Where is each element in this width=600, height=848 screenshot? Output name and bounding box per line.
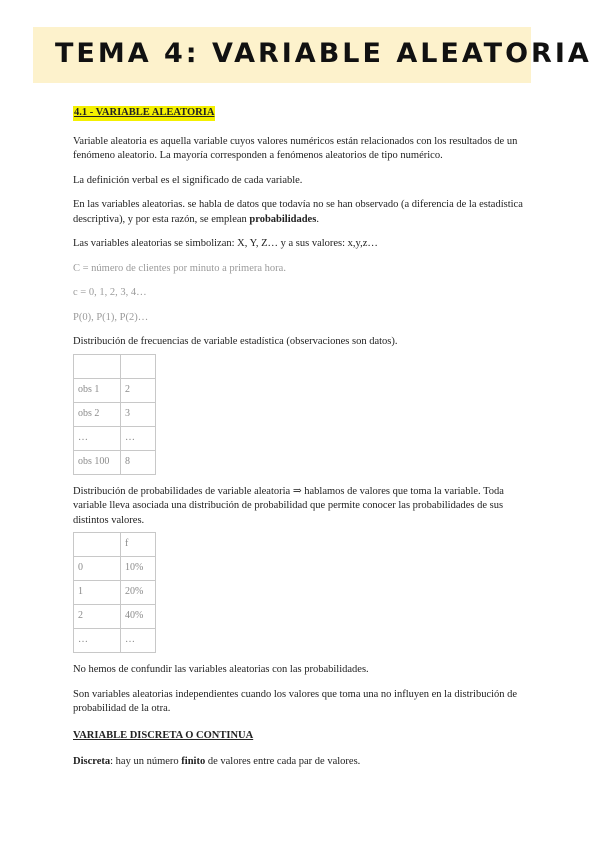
- table-cell: 1: [74, 581, 121, 605]
- table-cell: obs 1: [74, 378, 121, 402]
- table-cell: obs 100: [74, 450, 121, 474]
- example-line: P(0), P(1), P(2)…: [73, 311, 149, 323]
- table2-intro: Distribución de probabilidades de variable aleatoria ⇒ hablamos de valores que toma la variable. Toda variable lleva asociada una distribución de probabilidad que permite conocer las probabilidades de sus distintos valores.: [73, 485, 504, 526]
- note-confusion: No hemos de confundir las variables aleatorias con las probabilidades.: [73, 664, 369, 675]
- table-row: [74, 378, 156, 402]
- paragraph-text: En las variables aleatorias. se habla de datos que todavía no se han observado (a diferencia de la estadística descriptiva), y por esta razón, se emplean: [73, 199, 523, 225]
- table-row: [74, 354, 156, 378]
- document-body: [73, 106, 528, 780]
- bold-term: probabilidades: [249, 213, 317, 225]
- example-line: C = número de clientes por minuto a primera hora.: [73, 262, 286, 274]
- paragraph-text: .: [316, 213, 319, 225]
- frequency-table: [73, 354, 156, 475]
- table-cell: obs 2: [74, 402, 121, 426]
- title-banner: [33, 27, 592, 83]
- table-cell: [121, 354, 156, 378]
- paragraph-discreta: [73, 755, 528, 770]
- paragraph-symbols: Las variables aleatorias se simbolizan: X, Y, Z… y a sus valores: x,y,z…: [73, 238, 378, 249]
- table-cell: 0: [74, 557, 121, 581]
- section-heading: 4.1 - VARIABLE ALEATORIA: [73, 106, 215, 121]
- table-row: [74, 605, 156, 629]
- probability-table: [73, 532, 156, 653]
- bold-term: finito: [181, 756, 206, 767]
- table-row: [74, 450, 156, 474]
- table-cell: [74, 354, 121, 378]
- table-row: [74, 426, 156, 450]
- table-cell: 2: [121, 378, 156, 402]
- table-row: [74, 533, 156, 557]
- table-cell: 3: [121, 402, 156, 426]
- table-cell: 8: [121, 450, 156, 474]
- table-row: [74, 581, 156, 605]
- paragraph-text: : hay un número: [110, 756, 182, 767]
- table-cell: 40%: [121, 605, 156, 629]
- table1-intro: Distribución de frecuencias de variable estadística (observaciones son datos).: [73, 336, 398, 347]
- table-cell: [74, 533, 121, 557]
- subheading: VARIABLE DISCRETA O CONTINUA: [73, 729, 254, 741]
- table-row: [74, 557, 156, 581]
- table-cell: f: [121, 533, 156, 557]
- table-cell: 20%: [121, 581, 156, 605]
- table-cell: …: [74, 629, 121, 653]
- page-title: TEMA 4: VARIABLE ALEATORIA: [55, 38, 592, 69]
- paragraph-verbal-definition: La definición verbal es el significado de cada variable.: [73, 174, 303, 186]
- example-line: c = 0, 1, 2, 3, 4…: [73, 287, 147, 298]
- paragraph-text: de valores entre cada par de valores.: [205, 756, 361, 767]
- table-row: [74, 402, 156, 426]
- table-cell: …: [74, 426, 121, 450]
- paragraph-definition: Variable aleatoria es aquella variable cuyos valores numéricos están relacionados con los resultados de un fenómeno aleatorio. La mayoría corresponden a fenómenos aleatorios de tipo numérico.: [73, 135, 518, 161]
- note-independence: Son variables aleatorias independientes cuando los valores que toma una no influyen en la distribución de probabilidad de la otra.: [73, 688, 518, 714]
- table-row: [74, 629, 156, 653]
- table-cell: …: [121, 629, 156, 653]
- bold-term: Discreta: [73, 756, 111, 767]
- table-cell: 10%: [121, 557, 156, 581]
- table-cell: 2: [74, 605, 121, 629]
- table-cell: …: [121, 426, 156, 450]
- paragraph-probabilities: [73, 198, 528, 227]
